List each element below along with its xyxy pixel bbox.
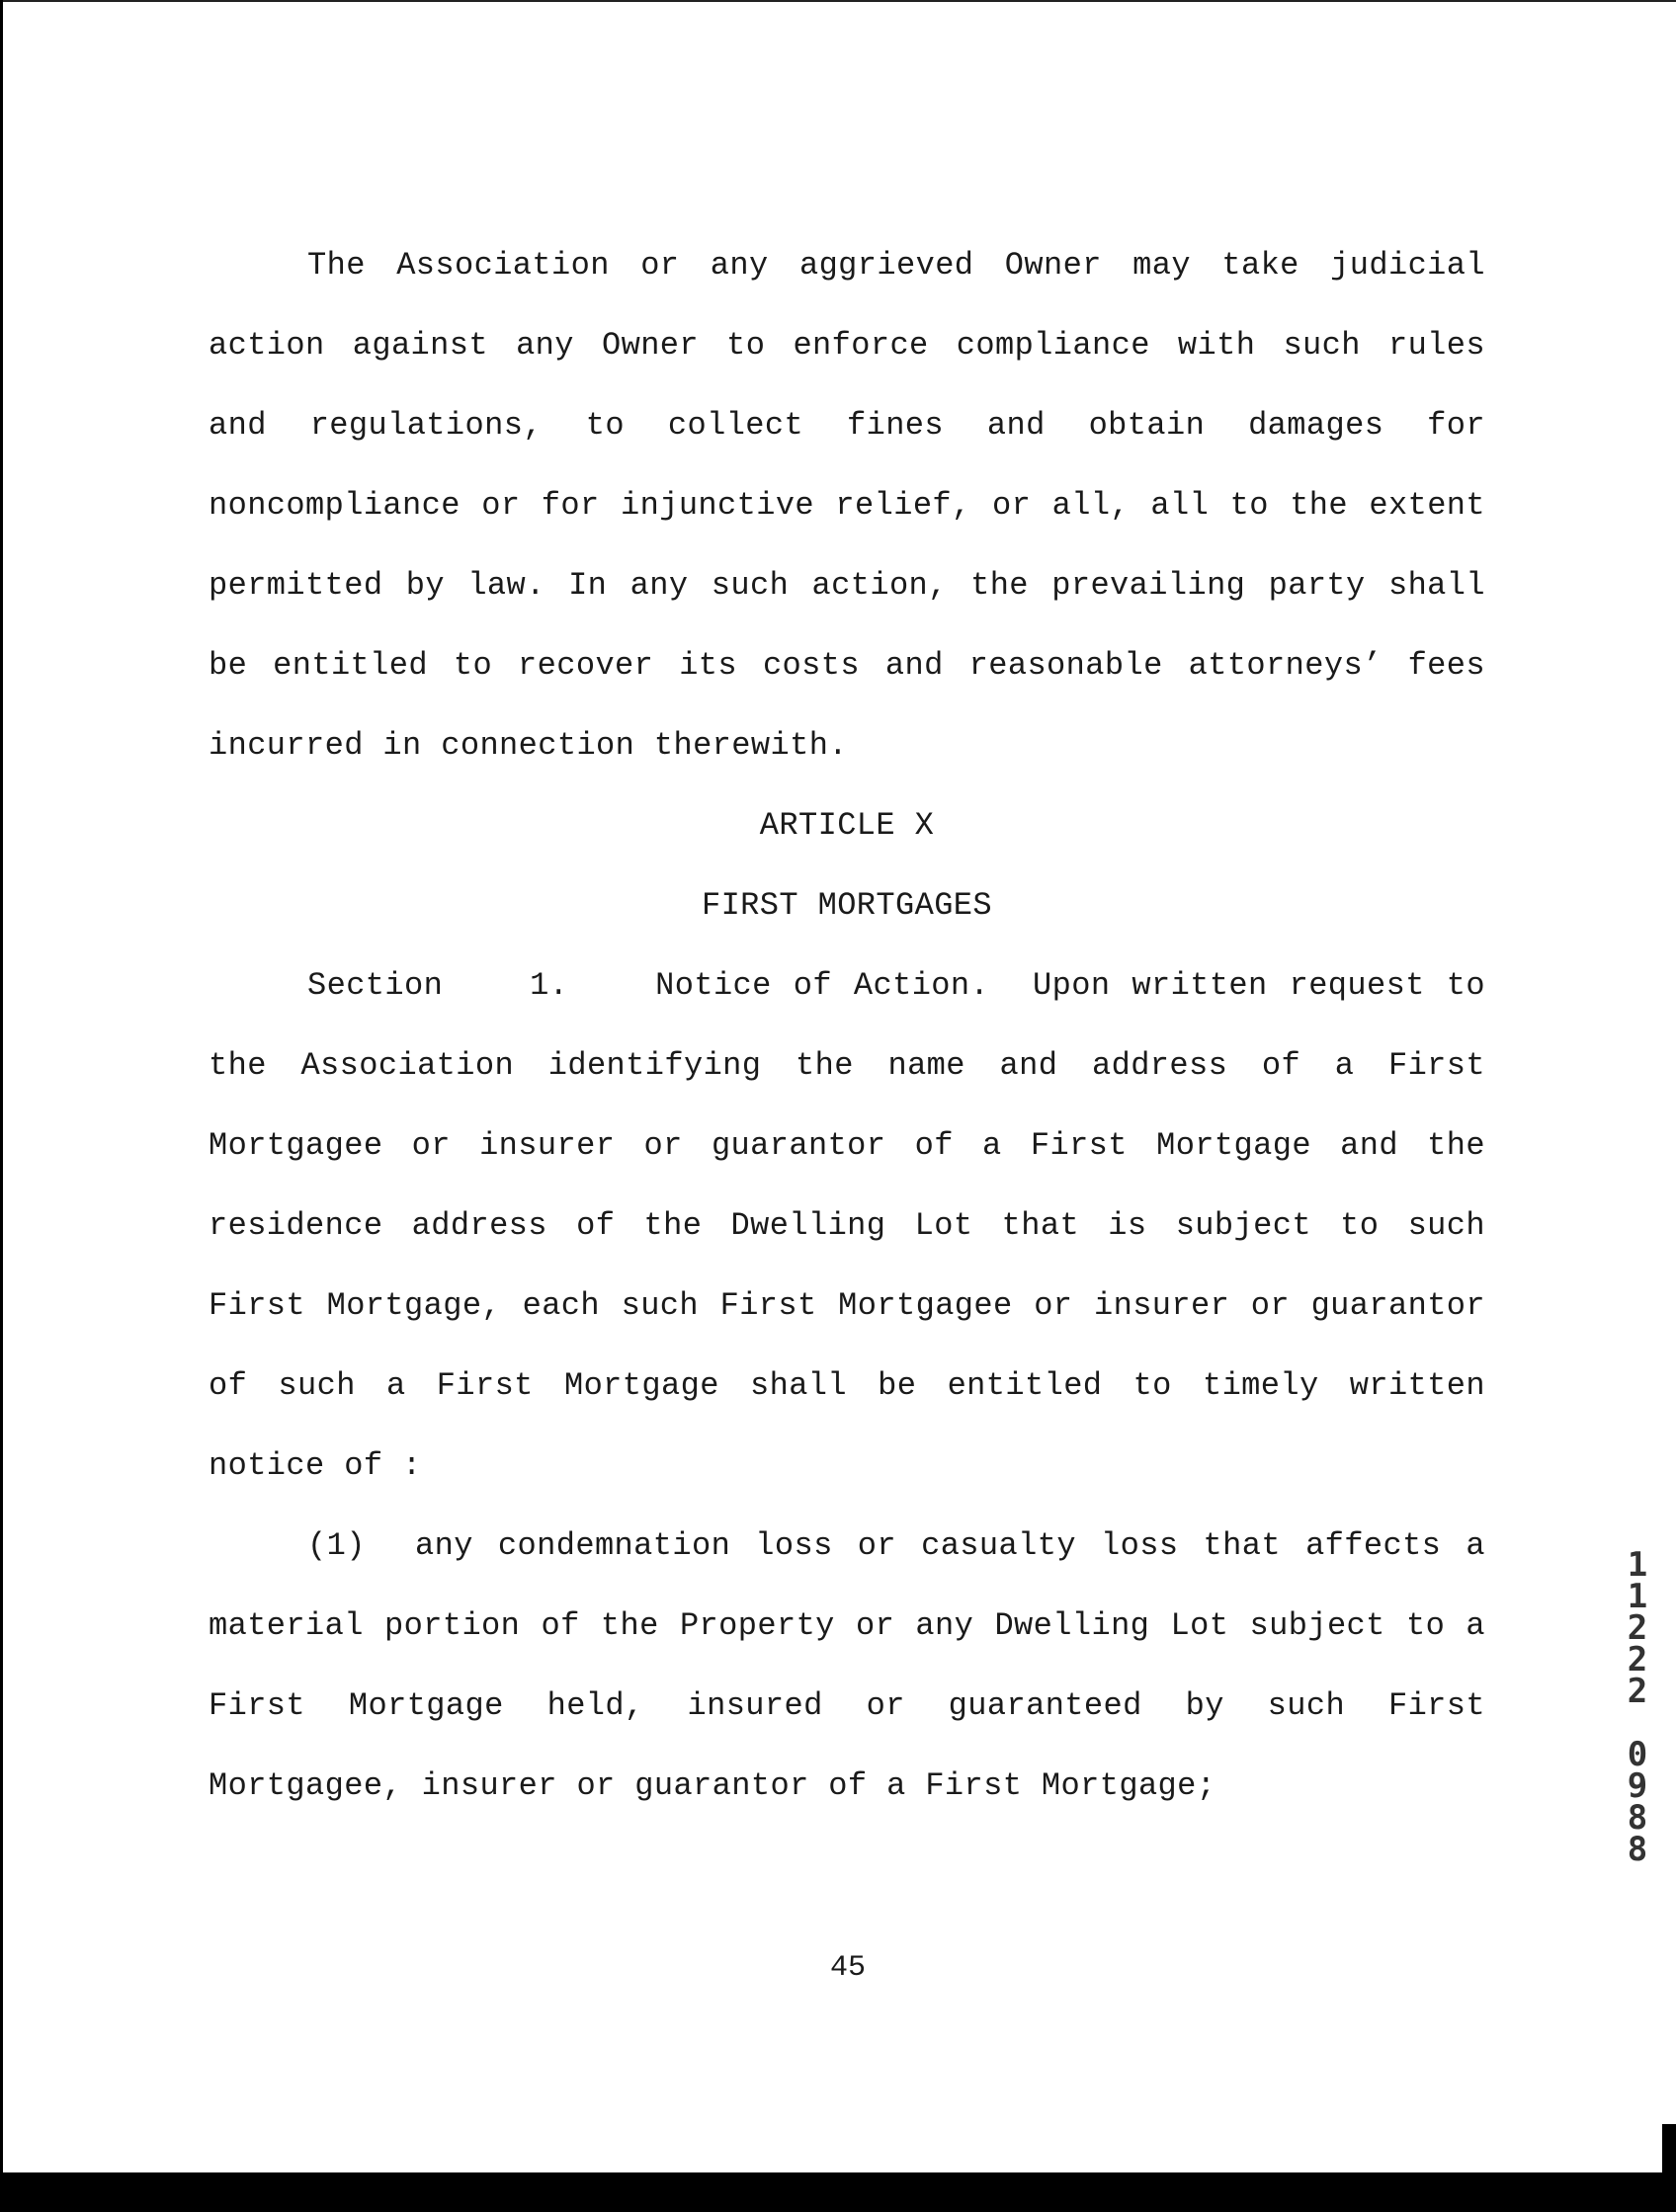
- scan-edge-corner: [1662, 2124, 1676, 2173]
- margin-recording-stamp: 1 1 2 2 2 0 9 8 8: [1627, 1545, 1648, 1869]
- scan-edge-top: [0, 0, 1676, 2]
- document-body: [209, 225, 1505, 1826]
- paragraph-judicial-action: The Association or any aggrieved Owner may take judicial action against any Owner to enforce compliance with such rules and regulations, to collect fines and obtain damages for noncompliance or for injunctive relief, or all, all to the extent permitted by law. In any such action, the prevailing party shall be entitled to recover its costs and reasonable attorneys’ fees incurred in connection therewith.: [209, 247, 1485, 764]
- scan-edge-bottom: [0, 2172, 1676, 2212]
- article-subtitle: FIRST MORTGAGES: [701, 887, 993, 924]
- article-title: ARTICLE X: [759, 807, 935, 844]
- scan-edge-left: [0, 0, 3, 2212]
- section-1-notice-of-action: Section 1. Notice of Action. Upon written request to the Association identifying the name and address of a First Mortgagee or insurer or guarantor of a First Mortgage and the residence address of the Dwelling Lot that is subject to such First Mortgage, each such First Mortgagee or insurer or guarantor of such a First Mortgage shall be entitled to timely written notice of :: [209, 967, 1505, 1484]
- page-number: 45: [829, 1951, 866, 1985]
- list-item-1: (1) any condemnation loss or casualty loss that affects a material portion of the Property or any Dwelling Lot subject to a First Mortgage held, insured or guaranteed by such First Mortgagee, insurer or guarantor of a First Mortgage;: [209, 1527, 1505, 1804]
